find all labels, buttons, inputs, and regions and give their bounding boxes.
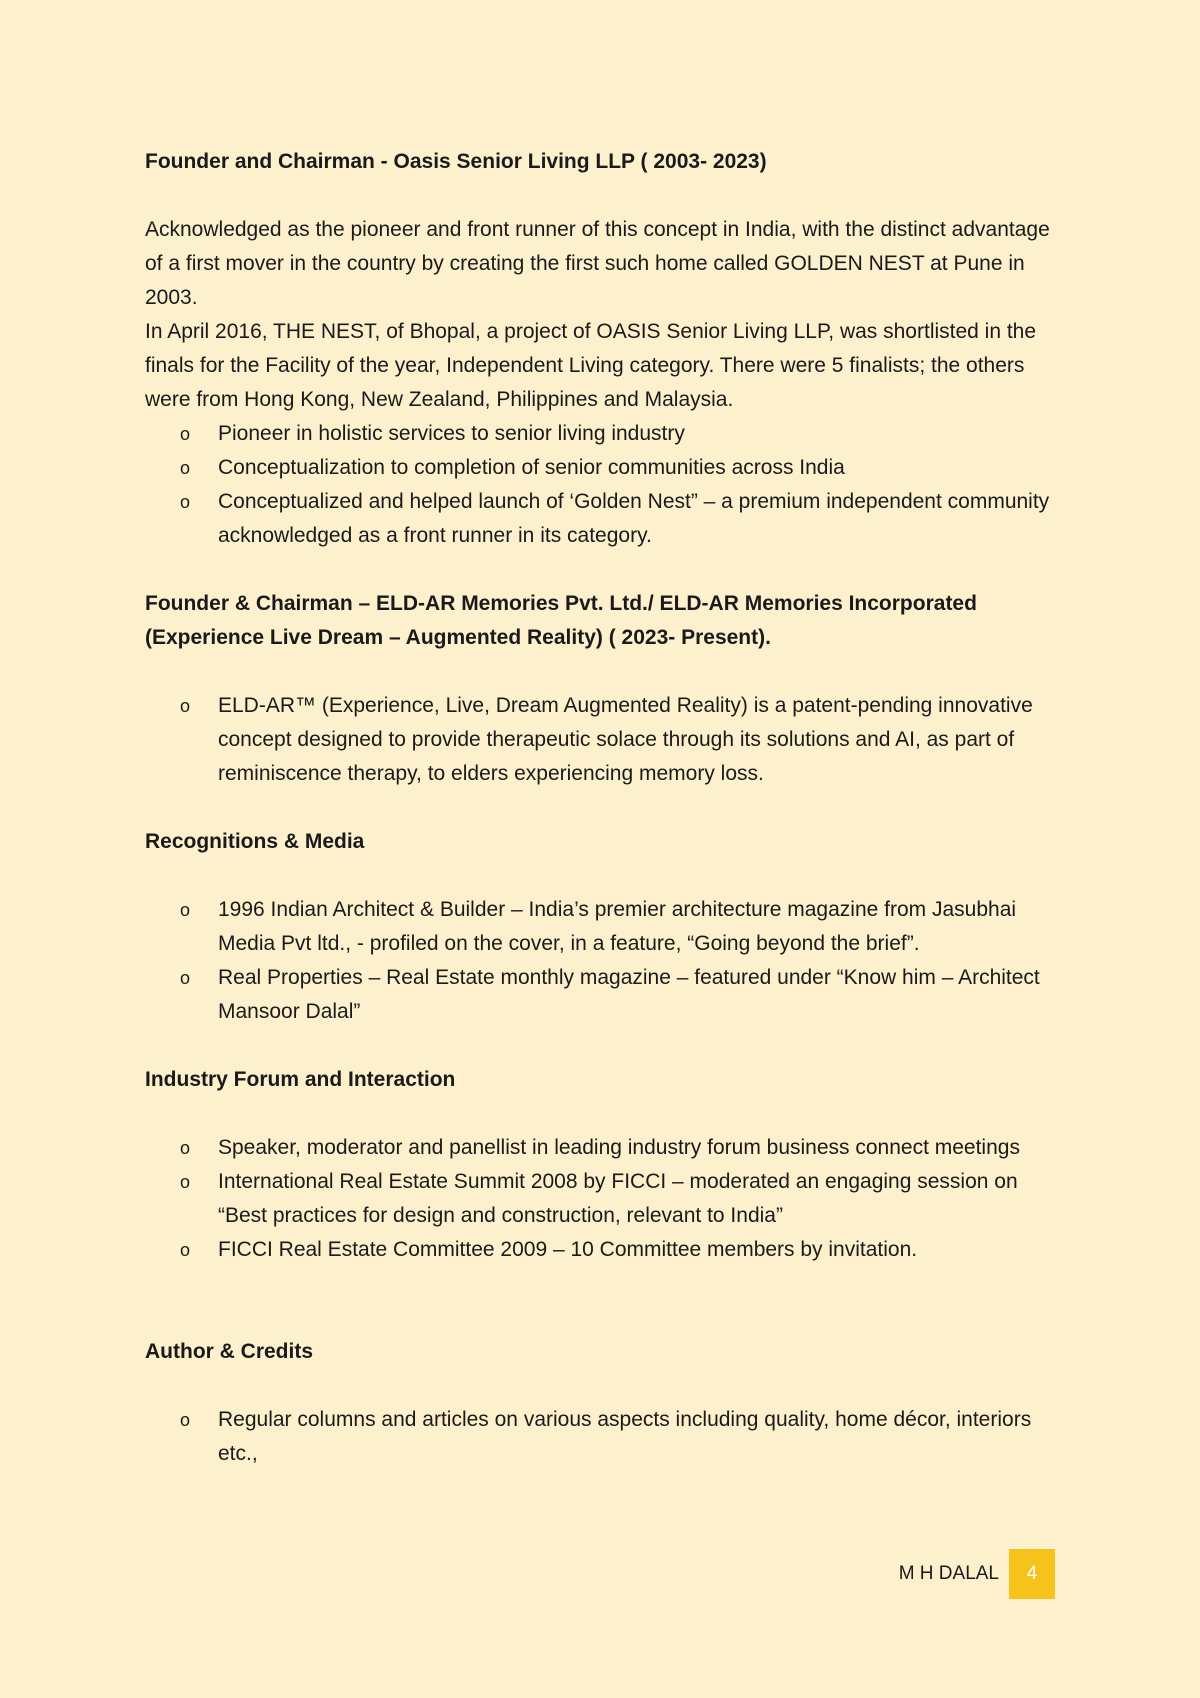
circle-bullet-icon: o xyxy=(180,1240,191,1260)
circle-bullet-icon: o xyxy=(180,696,191,716)
list-item: o Real Properties – Real Estate monthly magazine – featured under “Know him – Architect Mansoor Dalal” xyxy=(145,961,1065,1029)
bullet-list-oasis xyxy=(145,417,1065,553)
page-footer xyxy=(899,1549,1055,1599)
section-heading-industry: Industry Forum and Interaction xyxy=(145,1068,456,1091)
paragraph-oasis-2: In April 2016, THE NEST, of Bhopal, a project of OASIS Senior Living LLP, was shortlisted in the finals for the Facility of the year, Independent Living category. There were 5 finalists; the others were from Hong Kong, New Zealand, Philippines and Malaysia. xyxy=(145,320,1037,411)
list-item: o International Real Estate Summit 2008 by FICCI – moderated an engaging session on “Best practices for design and construction, relevant to India” xyxy=(145,1165,1065,1233)
page-number-badge: 4 xyxy=(1009,1549,1055,1599)
section-heading-oasis: Founder and Chairman - Oasis Senior Living LLP ( 2003- 2023) xyxy=(145,150,767,173)
circle-bullet-icon: o xyxy=(180,424,191,444)
circle-bullet-icon: o xyxy=(180,1138,191,1158)
list-item: o Conceptualization to completion of senior communities across India xyxy=(145,451,1065,485)
paragraph-oasis-1: Acknowledged as the pioneer and front runner of this concept in India, with the distinct advantage of a first mover in the country by creating the first such home called GOLDEN NEST at Pune in 2003. xyxy=(145,218,1050,309)
list-item: o Conceptualized and helped launch of ‘Golden Nest” – a premium independent community acknowledged as a front runner in its category. xyxy=(145,485,1065,553)
list-item: o 1996 Indian Architect & Builder – India’s premier architecture magazine from Jasubhai Media Pvt ltd., - profiled on the cover, in a feature, “Going beyond the brief”. xyxy=(145,893,1065,961)
list-item: o Speaker, moderator and panellist in leading industry forum business connect meetings xyxy=(145,1131,1065,1165)
list-item: o ELD-AR™ (Experience, Live, Dream Augmented Reality) is a patent-pending innovative concept designed to provide therapeutic solace through its solutions and AI, as part of reminiscence therapy, to elders experiencing memory loss. xyxy=(145,689,1065,791)
circle-bullet-icon: o xyxy=(180,968,191,988)
list-item: o Pioneer in holistic services to senior living industry xyxy=(145,417,1065,451)
section-heading-eldar: Founder & Chairman – ELD-AR Memories Pvt. Ltd./ ELD-AR Memories Incorporated (Experience Live Dream – Augmented Reality) ( 2023- Present). xyxy=(145,592,977,649)
footer-author-name: M H DALAL xyxy=(898,1563,999,1584)
document-body xyxy=(145,145,1065,1471)
list-item: o Regular columns and articles on various aspects including quality, home décor, interiors etc., xyxy=(145,1403,1065,1471)
circle-bullet-icon: o xyxy=(180,458,191,478)
circle-bullet-icon: o xyxy=(180,1172,191,1192)
bullet-list-author xyxy=(145,1403,1065,1471)
circle-bullet-icon: o xyxy=(180,900,191,920)
section-heading-author: Author & Credits xyxy=(145,1340,313,1363)
circle-bullet-icon: o xyxy=(180,1410,191,1430)
list-item: o FICCI Real Estate Committee 2009 – 10 Committee members by invitation. xyxy=(145,1233,1065,1267)
bullet-list-eldar xyxy=(145,689,1065,791)
section-heading-recognitions: Recognitions & Media xyxy=(145,830,365,853)
bullet-list-recognitions xyxy=(145,893,1065,1029)
circle-bullet-icon: o xyxy=(180,492,191,512)
bullet-list-industry xyxy=(145,1131,1065,1267)
